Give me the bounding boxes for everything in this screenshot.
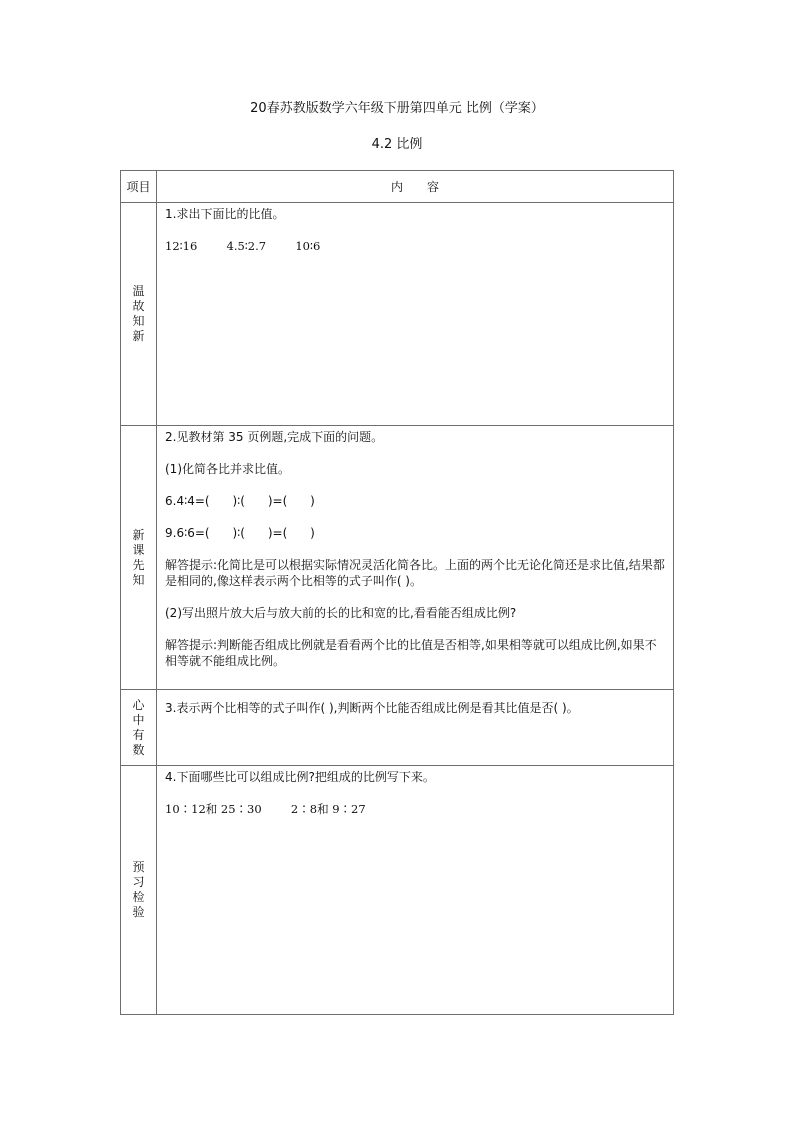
section-label-check: 预习检验 <box>132 860 145 919</box>
section-label-cell <box>121 203 157 426</box>
header-content-cell <box>157 171 674 203</box>
document-title: 20春苏教版数学六年级下册第四单元 比例（学案） <box>250 101 544 116</box>
section-label-summary: 心中有数 <box>132 697 145 757</box>
header-item-cell <box>121 171 157 203</box>
question-2-hint-1: 解答提示:化简比是可以根据实际情况灵活化简各比。上面的两个比无论化简还是求比值,结果都是相同的,像这样表示两个比相等的式子叫作( )。 <box>165 558 665 588</box>
section-label-cell <box>121 690 157 766</box>
question-3-fill-blank: 3.表示两个比相等的式子叫作( ),判断两个比能否组成比例是看其比值是否( )。 <box>165 701 579 715</box>
section-content-summary <box>157 690 674 766</box>
question-2-part-2: (2)写出照片放大后与放大前的长的比和宽的比,看看能否组成比例? <box>165 606 517 620</box>
question-4-prompt: 4.下面哪些比可以组成比例?把组成的比例写下来。 <box>165 770 435 784</box>
section-row-preview <box>121 426 674 690</box>
section-content-preview <box>157 426 674 690</box>
section-label-cell <box>121 426 157 690</box>
question-2-prompt: 2.见教材第 35 页例题,完成下面的问题。 <box>165 430 384 444</box>
question-1-prompt: 1.求出下面比的比值。 <box>165 207 285 221</box>
question-1-ratios: 12∶16 4.5∶2.7 10∶6 <box>165 239 321 253</box>
section-content-review <box>157 203 674 426</box>
section-label-preview: 新课先知 <box>132 527 145 587</box>
question-2-equation-b: 9.6∶6=( )∶( )=( ) <box>165 526 315 540</box>
header-item-label: 项目 <box>126 180 151 194</box>
question-2-part-1: (1)化简各比并求比值。 <box>165 462 290 476</box>
section-label-review: 温故知新 <box>132 284 145 343</box>
section-row-review <box>121 203 674 426</box>
header-content-label: 内 容 <box>390 180 439 194</box>
header-row <box>121 171 674 203</box>
lesson-subtitle: 4.2 比例 <box>371 137 423 152</box>
worksheet-table <box>120 170 674 1015</box>
question-4-ratios: 10∶12和 25∶30 2∶8和 9∶27 <box>165 802 366 816</box>
section-label-cell <box>121 766 157 1015</box>
question-2-equation-a: 6.4∶4=( )∶( )=( ) <box>165 494 315 508</box>
section-row-summary <box>121 690 674 766</box>
question-2-hint-2: 解答提示:判断能否组成比例就是看看两个比的比值是否相等,如果相等就可以组成比例,如果不相等就不能组成比例。 <box>165 638 657 668</box>
section-row-check <box>121 766 674 1015</box>
section-content-check <box>157 766 674 1015</box>
